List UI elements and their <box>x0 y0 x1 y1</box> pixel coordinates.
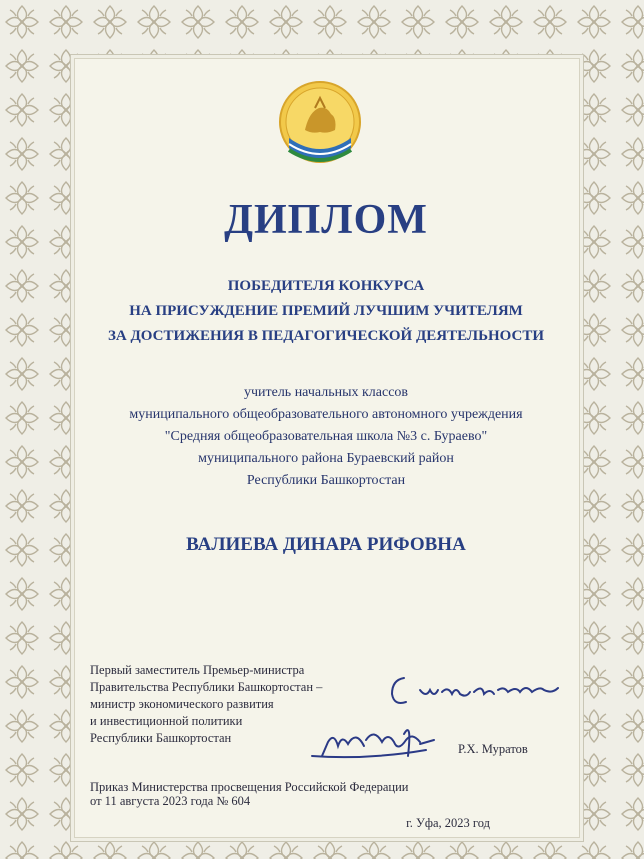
bashkortostan-emblem-icon <box>277 78 363 172</box>
order-line: Приказ Министерства просвещения Российской Федерации <box>90 780 409 794</box>
diploma-title: ДИПЛОМ <box>224 197 428 243</box>
recipient-name: ВАЛИЕВА ДИНАРА РИФОВНА <box>186 534 466 555</box>
subtitle-line: ПОБЕДИТЕЛЯ КОНКУРСА <box>227 278 425 294</box>
order-line: от 11 августа 2023 года № 604 <box>90 794 251 808</box>
order-reference <box>90 780 470 808</box>
position-line: "Средняя общеобразовательная школа №3 с. Бураево" <box>164 429 488 444</box>
signer-title-line: Правительства Республики Башкортостан – <box>90 680 323 694</box>
signer-title-line: и инвестиционной политики <box>90 714 243 728</box>
recipient-position <box>70 382 582 492</box>
signer-title-line: Республики Башкортостан <box>90 731 232 745</box>
signer-title-line: министр экономического развития <box>90 697 274 711</box>
subtitle-line: ЗА ДОСТИЖЕНИЯ В ПЕДАГОГИЧЕСКОЙ ДЕЯТЕЛЬНОСТИ <box>107 328 545 344</box>
handwritten-signature-icon <box>308 660 578 770</box>
position-line: муниципального района Бураевский район <box>198 451 454 466</box>
city-year: г. Уфа, 2023 год <box>406 816 490 830</box>
diploma-subtitle <box>70 274 582 349</box>
signer-name: Р.Х. Муратов <box>458 742 528 756</box>
position-line: учитель начальных классов <box>243 385 409 400</box>
position-line: Республики Башкортостан <box>246 473 406 488</box>
subtitle-line: НА ПРИСУЖДЕНИЕ ПРЕМИЙ ЛУЧШИМ УЧИТЕЛЯМ <box>129 303 523 319</box>
position-line: муниципального общеобразовательного автономного учреждения <box>129 407 523 422</box>
signer-title-line: Первый заместитель Премьер-министра <box>90 663 305 677</box>
